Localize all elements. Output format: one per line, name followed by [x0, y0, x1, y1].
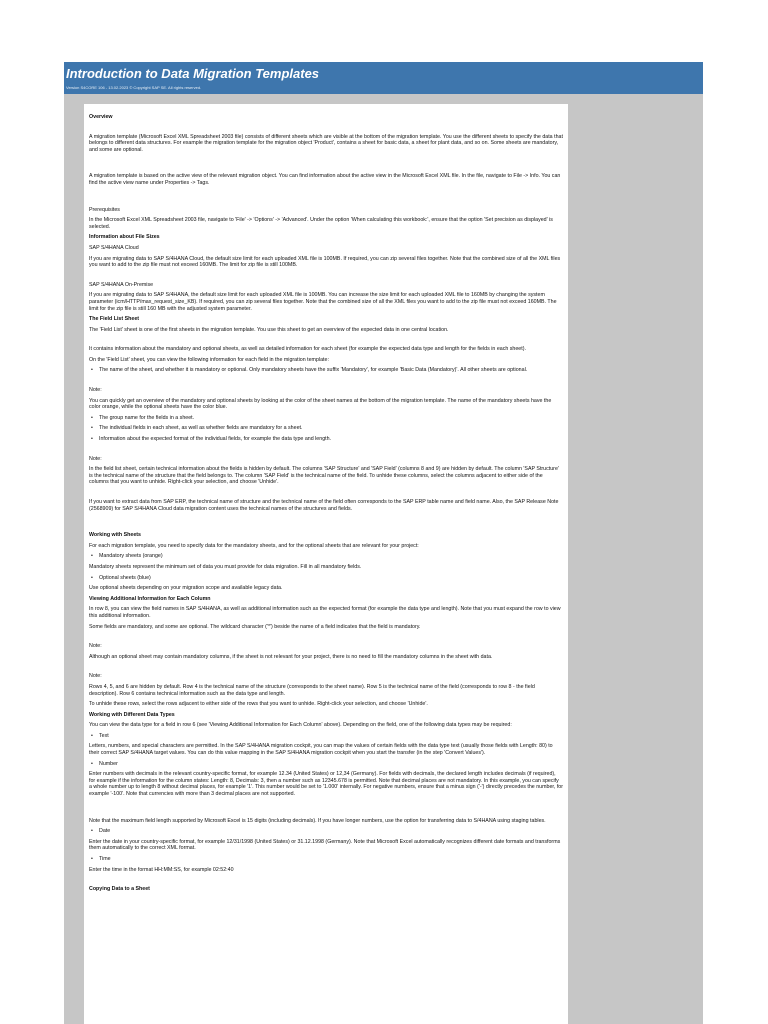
- bullet-item: • Text: [89, 733, 563, 740]
- bullet-item: • Time: [89, 856, 563, 863]
- bullet-item: • Information about the expected format of the individual fields, for example the data type and length.: [89, 436, 563, 443]
- paragraph: Some fields are mandatory, and some are optional. The wildcard character ('*') beside the name of a field indicates that the field is mandatory.: [89, 623, 421, 630]
- paragraph: SAP S/4HANA On-Premise: [89, 281, 154, 288]
- paragraph: Letters, numbers, and special characters are permitted. In the SAP S/4HANA migration cockpit, you can map the values of certain fields with the data type text (usually those fields with Length: 80) to their correct SAP S/4HANA target values. You can do this value mapping in the SAP S/4HANA migration cockpit when you start the transfer (in the step 'Convert Values').: [89, 743, 553, 757]
- section-heading: Overview: [89, 114, 113, 120]
- bullet-item: • Optional sheets (blue): [89, 575, 563, 582]
- bullet-item: • Mandatory sheets (orange): [89, 553, 563, 560]
- paragraph: Note:: [89, 673, 102, 680]
- paragraph: Although an optional sheet may contain mandatory columns, if the sheet is not relevant for your project, there is no need to fill the mandatory columns in the sheet with data.: [89, 653, 493, 660]
- paragraph: Enter numbers with decimals in the relevant country-specific format, for example 12.34 (United States) or 12,34 (Germany). For fields with decimals, the declared length includes decimals (if required), for example if the information for the column states: Length: 8, Decimals: 3, then a number such as 12345.678 is permitted. Note that decimal places are not mandatory. In this example, you can specify a whole number up to length 8 without decimal places, for example '1'. This number would be set to '1.000' internally. For negative numbers, ensure that a minus sign ('-') directly precedes the number, for example '-100'. Note that currencies with more than 3 decimal places are not supported.: [89, 771, 564, 798]
- title-banner: [64, 62, 703, 94]
- bullet-item: • The group name for the fields in a sheet.: [89, 415, 563, 422]
- paragraph: A migration template (Microsoft Excel XML Spreadsheet 2003 file) consists of different sheets which are visible at the bottom of the migration template. You use the different sheets to specify the data that belongs to different data structures. For example the migration template for the migration object 'Product', contains a sheet for basic data, a sheet for plant data, and so on. Some sheets are mandatory, and some are optional.: [89, 133, 563, 153]
- paragraph: A migration template is based on the active view of the relevant migration object. You can find information about the active view in the Microsoft Excel XML file. In the file, navigate to File -> Info. You can find the active view name under Properties -> Tags.: [89, 173, 561, 186]
- section-heading: Information about File Sizes: [89, 234, 160, 241]
- paragraph: If you are migrating data to SAP S/4HANA Cloud, the default size limit for each uploaded XML file is 100MB. If required, you can zip several files together. Note that the combined size of all the XML files you want to add to the zip file must not exceed 160MB. The limit for zip file is still 100MB.: [89, 255, 561, 269]
- bullet-item: • The name of the sheet, and whether it is mandatory or optional. Only mandatory sheets have the suffix 'Mandatory', for example 'Basic Data (Mandatory)'. All other sheets are optional.: [89, 367, 563, 374]
- bullet-item: • Number: [89, 761, 563, 768]
- paragraph: In the field list sheet, certain technical information about the fields is hidden by default. The columns 'SAP Structure' and 'SAP Field' (columns 8 and 9) are hidden by default. The column 'SAP Structure' is the technical name of the structure that the field belongs to. The column 'SAP Field' is the technical name of the field. To unhide these columns, select the columns adjacent to either side of the columns that you want to unhide. Right-click your selection, and choose 'Unhide'.: [89, 466, 559, 486]
- paragraph: Mandatory sheets represent the minimum set of data you must provide for data migration. Fill in all mandatory fields.: [89, 563, 362, 570]
- text-panel: [84, 104, 568, 1024]
- section-heading: The Field List Sheet: [89, 316, 140, 323]
- document-body: [84, 104, 568, 893]
- paragraph: Rows 4, 5, and 6 are hidden by default. Row 4 is the technical name of the structure (corresponds to the sheet name). Row 5 is the technical name of the field (corresponds to row 8 - the field description). Row 6 contains technical information such as the data type and length.: [89, 683, 535, 697]
- paragraph: Prerequisites: [89, 206, 120, 213]
- version-copyright: Version S4CORE 106 - 13.02.2023 © Copyright SAP SE. All rights reserved.: [66, 85, 202, 90]
- paragraph: SAP S/4HANA Cloud: [89, 244, 139, 251]
- bullet-item: • The individual fields in each sheet, as well as whether fields are mandatory for a sheet.: [89, 425, 563, 432]
- paragraph: Note:: [89, 455, 102, 462]
- paragraph: To unhide these rows, select the rows adjacent to either side of the rows that you want to unhide. Right-click your selection, and choose 'Unhide'.: [89, 701, 428, 708]
- paragraph: You can view the data type for a field in row 6 (see 'Viewing Additional Information for Each Column' above). Depending on the field, one of the following data types may be required:: [89, 722, 512, 729]
- paragraph: It contains information about the mandatory and optional sheets, as well as detailed information for each sheet (for example the expected data type and length for the fields in each sheet).: [89, 346, 526, 353]
- section-heading: Working with Sheets: [89, 532, 141, 539]
- paragraph: Enter the date in your country-specific format, for example 12/31/1998 (United States) or 31.12.1998 (Germany). Note that Microsoft Excel automatically recognizes different date formats and transforms them automatically to the correct XML format.: [89, 838, 561, 852]
- section-heading: Viewing Additional Information for Each Column: [89, 595, 211, 602]
- paragraph: The 'Field List' sheet is one of the first sheets in the migration template. You use this sheet to get an overview of the expected data in one central location.: [89, 326, 449, 333]
- section-heading: Working with Different Data Types: [89, 711, 175, 718]
- paragraph: For each migration template, you need to specify data for the mandatory sheets, and for the optional sheets that are relevant for your project:: [89, 542, 419, 549]
- section-heading: Copying Data to a Sheet: [89, 886, 150, 893]
- paragraph: Enter the time in the format HH:MM:SS, for example 02:52:40: [89, 866, 234, 873]
- paragraph: Note:: [89, 643, 102, 650]
- bullet-item: • Date: [89, 828, 563, 835]
- paragraph: Note that the maximum field length supported by Microsoft Excel is 15 digits (including decimals). If you have longer numbers, use the option for transferring data to S/4HANA using staging tables.: [89, 817, 546, 824]
- spreadsheet-area: [64, 62, 703, 1024]
- paragraph: Note:: [89, 387, 102, 394]
- paragraph: In row 8, you can view the field names in SAP S/4HANA, as well as additional information such as the expected format (for example the data type and length). Note that you must expand the row to view this additional information.: [89, 606, 561, 619]
- document-title: Introduction to Data Migration Templates: [66, 66, 320, 81]
- paragraph: If you want to extract data from SAP ERP, the technical name of structure and the technical name of the field often corresponds to the SAP ERP table name and field name. Also, the SAP Release Note (2568909) for SAP S/4HANA Cloud data migration content uses the technical names of the structures and fields.: [89, 499, 559, 512]
- paragraph: Use optional sheets depending on your migration scope and available legacy data.: [89, 585, 283, 592]
- paragraph: On the 'Field List' sheet, you can view the following information for each field in the migration template:: [89, 356, 329, 363]
- paragraph: In the Microsoft Excel XML Spreadsheet 2003 file, navigate to 'File' -> 'Options' -> 'Advanced'. Under the option 'When calculating this workbook:', ensure that the option 'Set precision as displayed' is selected.: [89, 217, 553, 230]
- paragraph: You can quickly get an overview of the mandatory and optional sheets by looking at the color of the sheet names at the bottom of the migration template. The name of the mandatory sheets have the color orange, while the optional sheets have the color blue.: [89, 397, 552, 411]
- paragraph: If you are migrating data to SAP S/4HANA, the default size limit for each uploaded XML file is 100MB. You can increase the size limit for each uploaded XML file to 160MB by changing the system parameter (icm/HTTP/max_request_size_KB). If required, you can zip several files together. Note that the combined size of all the XML files you want to add to the zip file must not exceed 160MB. The limit for the zip file is still 160 MB with the adjusted system parameter.: [89, 292, 557, 312]
